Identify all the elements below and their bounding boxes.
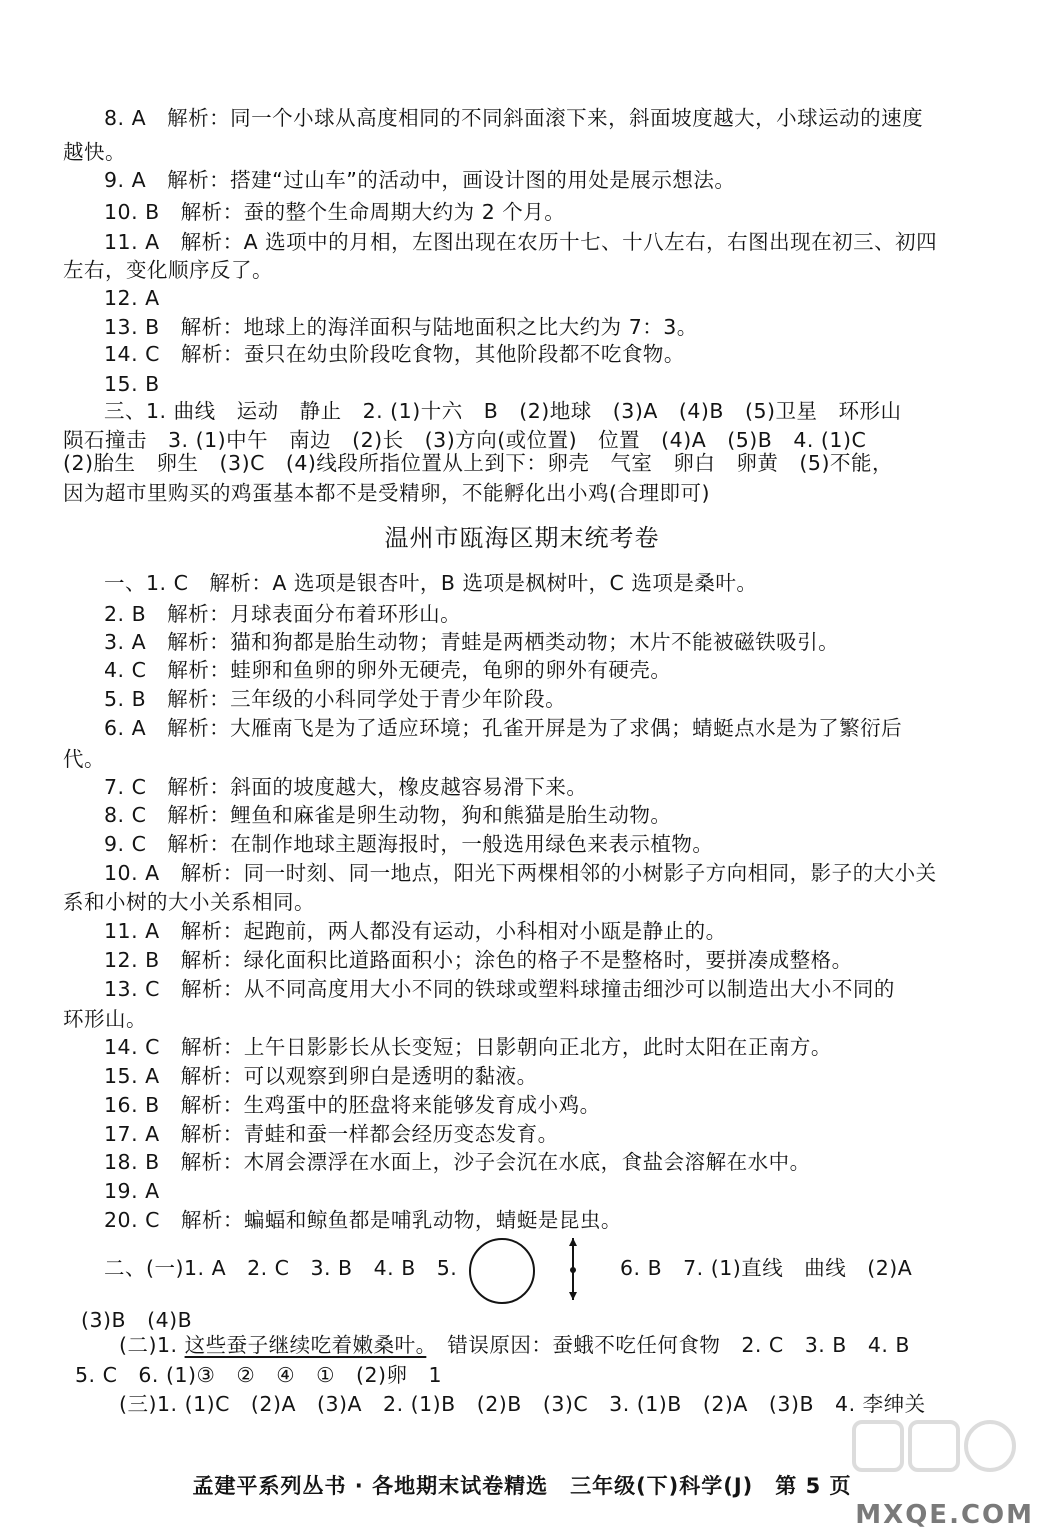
watermark-text: MXQE.COM — [855, 1500, 1034, 1530]
answer-line: 14. C 解析：蚕只在幼虫阶段吃食物，其他阶段都不吃食物。 — [104, 342, 685, 366]
answer-line: 4. C 解析：蛙卵和鱼卵的卵外无硬壳，龟卵的卵外有硬壳。 — [104, 658, 672, 682]
answer-line: 15. A 解析：可以观察到卵白是透明的黏液。 — [104, 1064, 538, 1088]
answer-line: 2. B 解析：月球表面分布着环形山。 — [104, 602, 462, 626]
answer-line: 16. B 解析：生鸡蛋中的胚盘将来能够发育成小鸡。 — [104, 1093, 601, 1117]
answer-line: 代。 — [63, 747, 105, 771]
answer-line: 越快。 — [63, 140, 126, 164]
answer-line: 9. A 解析：搭建“过山车”的活动中，画设计图的用处是展示想法。 — [104, 168, 736, 192]
answer-line: 5. B 解析：三年级的小科同学处于青少年阶段。 — [104, 687, 567, 711]
answer-line: 15. B — [104, 372, 160, 396]
answer-line: (三)1. (1)C (2)A (3)A 2. (1)B (2)B (3)C 3. (1)B (2)A (3)B 4. 李绅关 — [119, 1392, 926, 1416]
answer-line: 8. C 解析：鲤鱼和麻雀是卵生动物，狗和熊猫是胎生动物。 — [104, 803, 672, 827]
answer-line: 环形山。 — [63, 1007, 147, 1031]
answer-line: 11. A 解析：起跑前，两人都没有运动，小科相对小瓯是静止的。 — [104, 919, 727, 943]
answer-line: 20. C 解析：蝙蝠和鲸鱼都是哺乳动物，蜻蜓是昆虫。 — [104, 1208, 622, 1232]
answer-line: 陨石撞击 3. (1)中午 南边 (2)长 (3)方向(或位置) 位置 (4)A (5)B 4. (1)C — [63, 428, 867, 452]
answer-line: 3. A 解析：猫和狗都是胎生动物；青蛙是两栖类动物；木片不能被磁铁吸引。 — [104, 630, 840, 654]
answer-line: 10. B 解析：蚕的整个生命周期大约为 2 个月。 — [104, 200, 566, 224]
vertical-line-figure — [566, 1238, 580, 1300]
answer-line: 5. C 6. (1)③ ② ④ ① (2)卵 1 — [75, 1363, 443, 1387]
answer-line: 11. A 解析：A 选项中的月相，左图出现在农历十七、十八左右，右图出现在初三、初四 — [104, 230, 938, 254]
answer-line: 7. C 解析：斜面的坡度越大，橡皮越容易滑下来。 — [104, 775, 588, 799]
answer-line: 18. B 解析：木屑会漂浮在水面上，沙子会沉在水底，食盐会溶解在水中。 — [104, 1150, 811, 1174]
answer-line: 19. A — [104, 1179, 160, 1203]
answer-line: 一、1. C 解析：A 选项是银杏叶，B 选项是枫树叶，C 选项是桑叶。 — [104, 571, 758, 595]
answer-line: (2)胎生 卵生 (3)C (4)线段所指位置从上到下：卵壳 气室 卵白 卵黄 (5)不能， — [63, 451, 893, 475]
answer-line: 12. A — [104, 286, 160, 310]
page-footer: 孟建平系列丛书 · 各地期末试卷精选 三年级(下)科学(J) 第 5 页 — [192, 1474, 852, 1498]
answer-line: 二、(一)1. A 2. C 3. B 4. B 5. — [104, 1256, 458, 1280]
answer-line: 系和小树的大小关系相同。 — [63, 890, 315, 914]
answer-line: 因为超市里购买的鸡蛋基本都不是受精卵，不能孵化出小鸡(合理即可) — [63, 481, 710, 505]
answer-line: 17. A 解析：青蛙和蚕一样都会经历变态发育。 — [104, 1122, 559, 1146]
underlined-answer: 这些蚕子继续吃着嫩桑叶。 — [184, 1333, 427, 1357]
answer-line: 14. C 解析：上午日影影长从长变短；日影朝向正北方，此时太阳在正南方。 — [104, 1035, 832, 1059]
answer-line: 10. A 解析：同一时刻、同一地点，阳光下两棵相邻的小树影子方向相同，影子的大小关 — [104, 861, 937, 885]
answer-line — [119, 1330, 910, 1360]
answer-line: 三、1. 曲线 运动 静止 2. (1)十六 B (2)地球 (3)A (4)B (5)卫星 环形山 — [104, 399, 902, 423]
answer-line: (3)B (4)B — [81, 1308, 193, 1332]
answer-line: 12. B 解析：绿化面积比道路面积小；涂色的格子不是整格时，要拼凑成整格。 — [104, 948, 853, 972]
section-title: 温州市瓯海区期末统考卷 — [384, 524, 660, 552]
answer-line: 13. C 解析：从不同高度用大小不同的铁球或塑料球撞击细沙可以制造出大小不同的 — [104, 977, 895, 1001]
answer-line: 6. B 7. (1)直线 曲线 (2)A — [620, 1256, 913, 1280]
answer-line: 9. C 解析：在制作地球主题海报时，一般选用绿色来表示植物。 — [104, 832, 714, 856]
answer-prefix: (二)1. — [119, 1333, 185, 1357]
answer-line: 13. B 解析：地球上的海洋面积与陆地面积之比大约为 7：3。 — [104, 315, 698, 339]
answer-line: 6. A 解析：大雁南飞是为了适应环境；孔雀开屏是为了求偶；蜻蜓点水是为了繁衍后 — [104, 716, 903, 740]
circle-figure — [469, 1238, 535, 1304]
answer-line: 8. A 解析：同一个小球从高度相同的不同斜面滚下来，斜面坡度越大，小球运动的速度 — [104, 106, 924, 130]
answer-rest: 错误原因：蚕蛾不吃任何食物 2. C 3. B 4. B — [426, 1333, 910, 1357]
answer-line: 左右，变化顺序反了。 — [63, 258, 273, 282]
